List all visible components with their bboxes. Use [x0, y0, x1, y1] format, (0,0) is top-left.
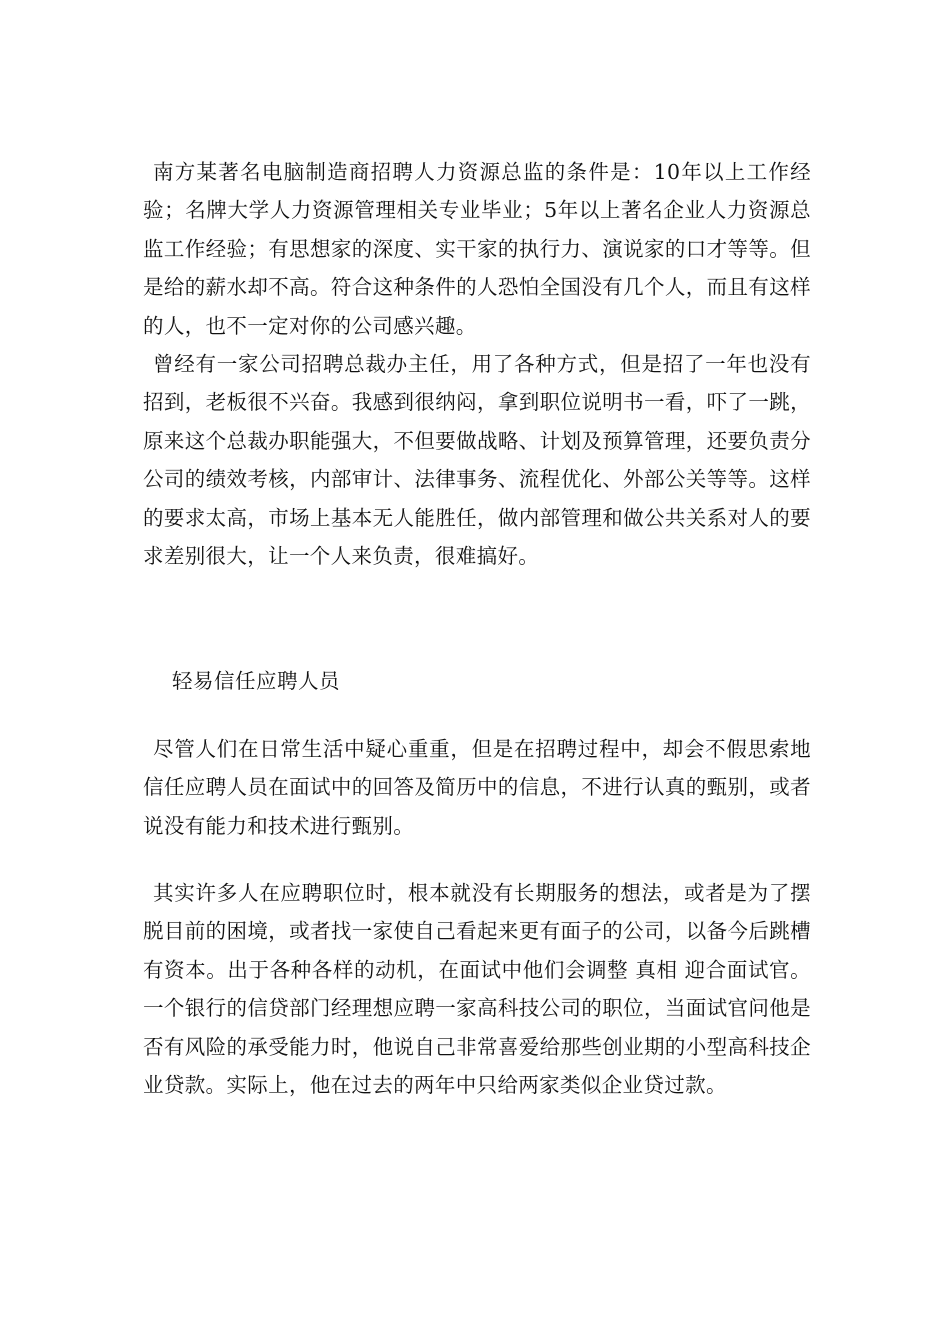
paragraph-applicant-motives: 其实许多人在应聘职位时，根本就没有长期服务的想法，或者是为了摆脱目前的困境，或者找一家使自己看起来更有面子的公司，以备今后跳槽有资本。出于各种各样的动机，在面试中他们会调整 真相 迎合面试官。一个银行的信贷部门经理想应聘一家高科技公司的职位，当面试官问他是否有风险的承受能力时，他说自己非常喜爱给那些创业期的小型高科技企业贷款。实际上，他在过去的两年中只给两家类似企业贷过款。 — [143, 881, 811, 1098]
paragraph-trusting-applicants: 尽管人们在日常生活中疑心重重，但是在招聘过程中，却会不假思索地信任应聘人员在面试中的回答及简历中的信息，不进行认真的甄别，或者说没有能力和技术进行甄别。 — [143, 737, 811, 838]
section-heading: 轻易信任应聘人员 — [172, 669, 340, 693]
paragraph-office-director-recruitment: 曾经有一家公司招聘总裁办主任，用了各种方式，但是招了一年也没有招到，老板很不兴奋。我感到很纳闷，拿到职位说明书一看，吓了一跳，原来这个总裁办职能强大，不但要做战略、计划及预算管理，还要负责分公司的绩效考核，内部审计、法律事务、流程优化、外部公关等等。这样的要求太高，市场上基本无人能胜任，做内部管理和做公共关系对人的要求差别很大，让一个人来负责，很难搞好。 — [143, 352, 811, 569]
paragraph-hr-director-requirements: 南方某著名电脑制造商招聘人力资源总监的条件是：10年以上工作经验；名牌大学人力资源管理相关专业毕业；5年以上著名企业人力资源总监工作经验；有思想家的深度、实干家的执行力、演说家的口才等等。但是给的薪水却不高。符合这种条件的人恐怕全国没有几个人，而且有这样的人，也不一定对你的公司感兴趣。 — [143, 160, 811, 338]
